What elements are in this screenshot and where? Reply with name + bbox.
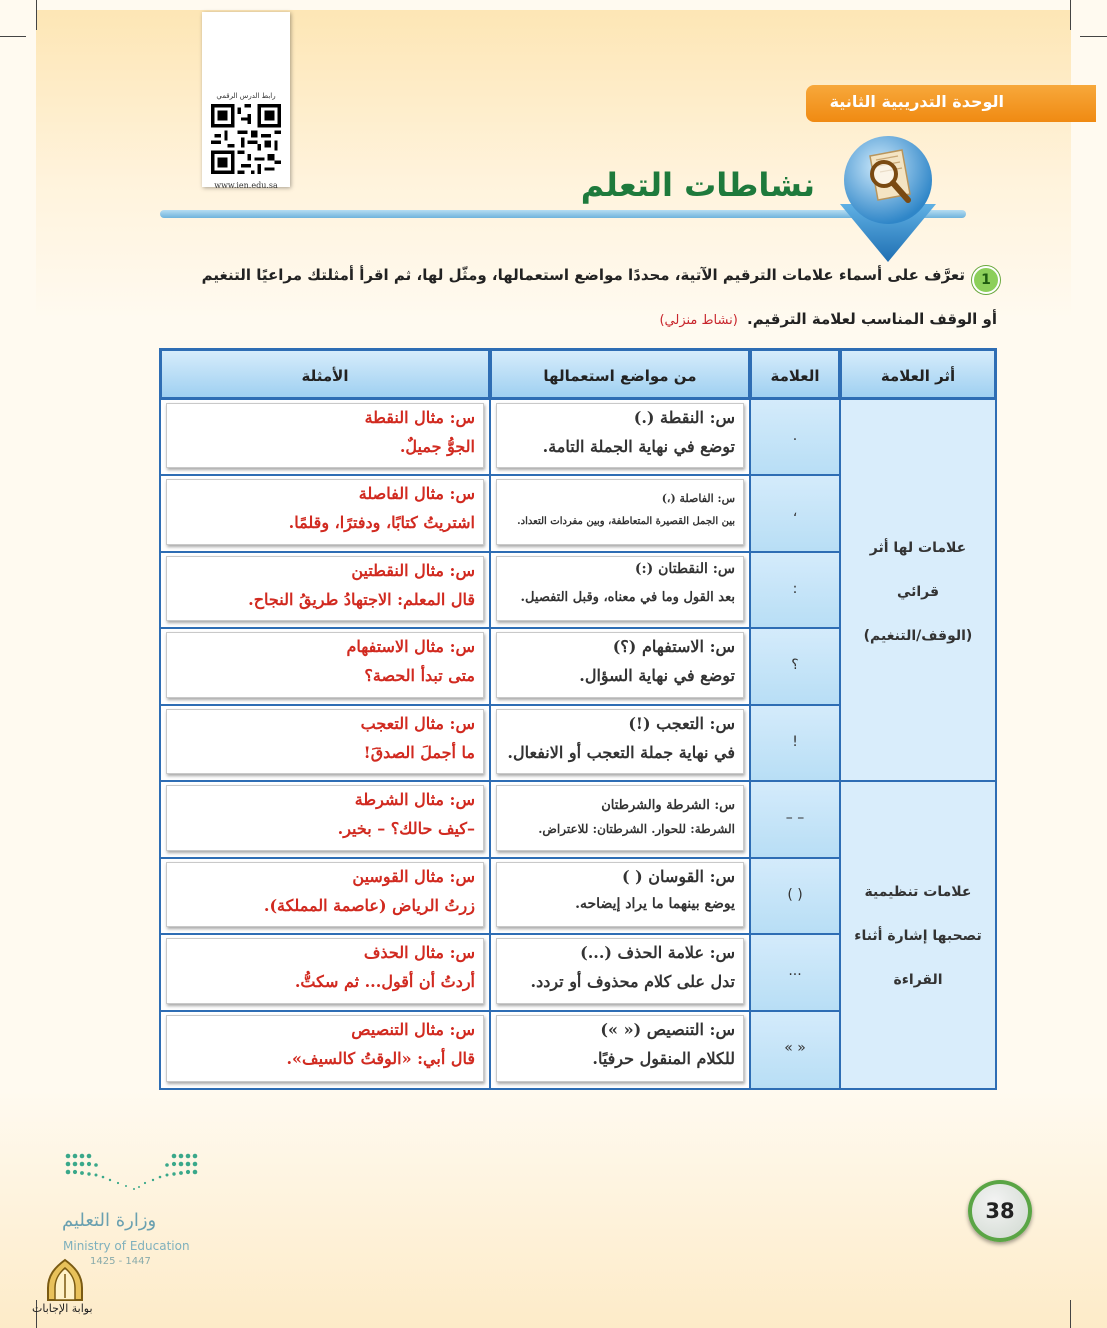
page-number: 38 <box>968 1180 1032 1242</box>
answers-portal-name: بوابة الإجابات <box>32 1302 93 1315</box>
example-cell[interactable]: س: مثال القوسين زرتُ الرياض (عاصمة المملكة). <box>161 859 489 933</box>
example-cell[interactable]: س: مثال التنصيص قال أبي: «الوقتُ كالسيف». <box>161 1012 489 1088</box>
qr-code-icon <box>211 104 281 174</box>
usage-cell[interactable]: س: النقطتان (:) بعد القول وما في معناه، وقبل التفصيل. <box>491 553 749 627</box>
unit-title: الوحدة التدريبية الثانية <box>829 92 1004 111</box>
example-cell[interactable]: س: مثال التعجب ما أجملَ الصدقَ! <box>161 706 489 780</box>
mark-cell: : <box>751 553 839 627</box>
instruction-text: أو الوقف المناسب لعلامة الترقيم. <box>747 310 997 328</box>
ministry-name-en: Ministry of Education <box>63 1239 190 1253</box>
example-cell[interactable]: س: مثال النقطتين قال المعلم: الاجتهادُ طريقُ النجاح. <box>161 553 489 627</box>
mark-cell: – – <box>751 782 839 857</box>
usage-cell[interactable]: س: الاستفهام (؟) توضع في نهاية السؤال. <box>491 629 749 704</box>
magnifier-icon <box>836 134 940 264</box>
header-mark: العلامة <box>751 350 839 398</box>
ministry-name-ar: وزارة التعليم <box>62 1210 157 1231</box>
usage-cell[interactable]: س: الشرطة والشرطتان الشرطة: للحوار. الشرطتان: للاعتراض. <box>491 782 749 857</box>
effect-group-reading: علامات لها أثر قرائي (الوقف/التنغيم) <box>841 400 995 780</box>
usage-cell[interactable]: س: القوسان ( ) يوضع بينهما ما يراد إيضاحه. <box>491 859 749 933</box>
homework-note: (نشاط منزلي) <box>659 313 738 328</box>
punctuation-table <box>159 348 997 1090</box>
qr-url[interactable]: www.ien.edu.sa <box>214 181 278 190</box>
crop-mark <box>1070 0 1071 30</box>
mark-cell: ... <box>751 935 839 1010</box>
crop-mark <box>1080 36 1107 37</box>
usage-cell[interactable]: س: علامة الحذف (...) تدل على كلام محذوف أو تردد. <box>491 935 749 1010</box>
mark-cell: « » <box>751 1012 839 1088</box>
mark-cell: ؟ <box>751 629 839 704</box>
page-title: نشاطات التعلم <box>580 166 815 204</box>
mark-cell: . <box>751 400 839 474</box>
unit-banner <box>806 85 1096 122</box>
instruction-line <box>659 310 997 328</box>
example-cell[interactable]: س: مثال الاستفهام متى تبدأ الحصة؟ <box>161 629 489 704</box>
ministry-years: 1425 - 1447 <box>90 1256 151 1267</box>
mark-cell: ، <box>751 476 839 551</box>
header-usage: من مواضع استعمالها <box>491 350 749 398</box>
crop-mark <box>36 0 37 30</box>
usage-cell[interactable]: س: الفاصلة (،) بين الجمل القصيرة المتعاطفة، وبين مفردات التعداد. <box>491 476 749 551</box>
mark-cell: ( ) <box>751 859 839 933</box>
usage-cell[interactable]: س: التعجب (!) في نهاية جملة التعجب أو الانفعال. <box>491 706 749 780</box>
page-footer-background <box>0 1090 1107 1328</box>
effect-group-organizational: علامات تنظيمية تصحبها إشارة أثناء القراءة <box>841 782 995 1088</box>
usage-cell[interactable]: س: التنصيص (« ») للكلام المنقول حرفيًا. <box>491 1012 749 1088</box>
instruction-line: تعرَّف على أسماء علامات الترقيم الآتية، محددًا مواضع استعمالها، ومثّل لها، ثم اقرأ أمثلتك مراعيًا التنغيم <box>201 266 965 284</box>
example-cell[interactable]: س: مثال الحذف أردتُ أن أقول... ثم سكتُّ. <box>161 935 489 1010</box>
example-cell[interactable]: س: مثال الفاصلة اشتريتُ كتابًا، ودفترًا، وقلمًا. <box>161 476 489 551</box>
crop-mark <box>1070 1300 1071 1328</box>
crop-mark <box>0 36 26 37</box>
example-cell[interactable]: س: مثال النقطة الجوُّ جميلٌ. <box>161 400 489 474</box>
example-cell[interactable]: س: مثال الشرطة –كيف حالك؟ – بخير. <box>161 782 489 857</box>
question-number: 1 <box>972 266 1000 294</box>
header-examples: الأمثلة <box>161 350 489 398</box>
header-effect: أثر العلامة <box>841 350 995 398</box>
qr-label: رابط الدرس الرقمي <box>216 92 276 100</box>
usage-cell[interactable]: س: النقطة (.) توضع في نهاية الجملة التامة. <box>491 400 749 474</box>
ministry-logo-icon <box>64 1152 199 1196</box>
answers-portal-logo-icon <box>44 1258 86 1302</box>
qr-code-card[interactable] <box>202 12 290 190</box>
mark-cell: ! <box>751 706 839 780</box>
